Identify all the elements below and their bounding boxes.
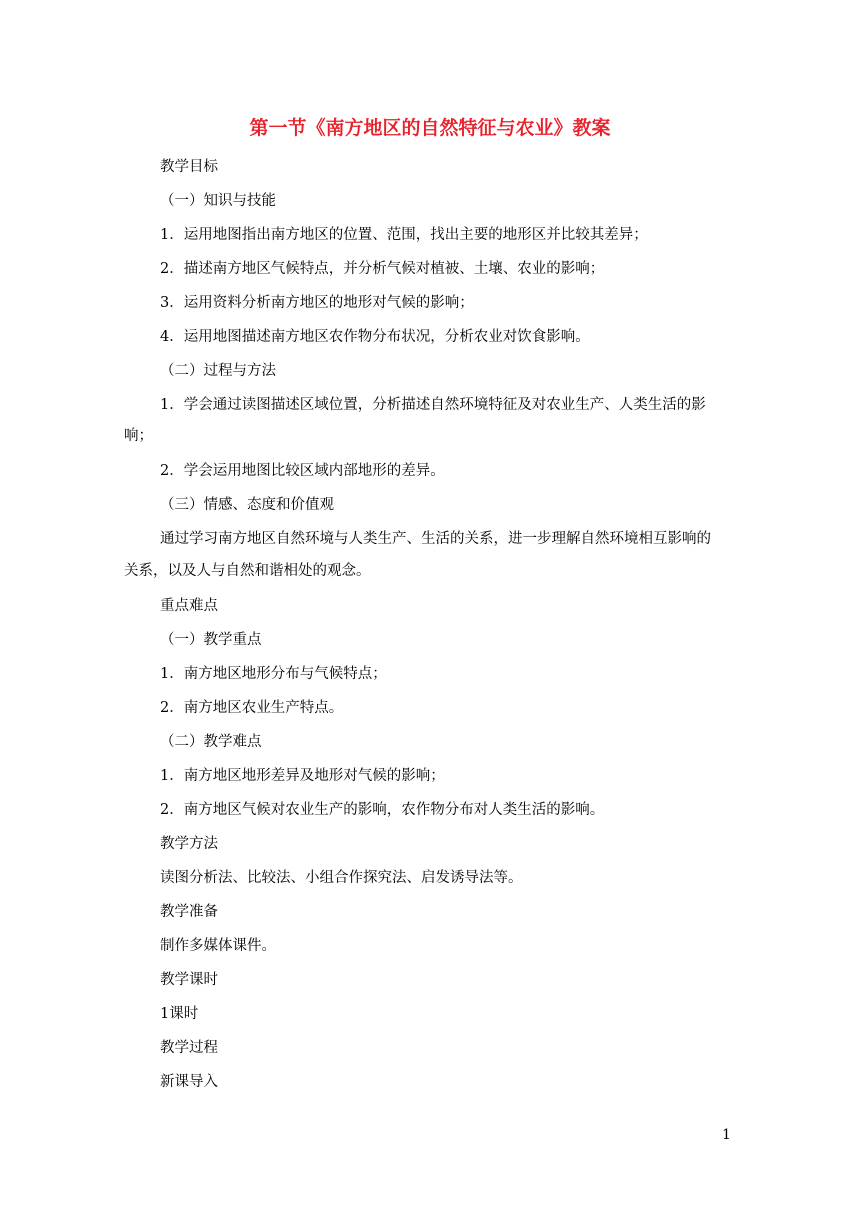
paragraph-line: 读图分析法、比较法、小组合作探究法、启发诱导法等。 [160,870,523,886]
subheading: （二）过程与方法 [160,363,276,379]
list-item: 1．南方地区地形分布与气候特点； [160,666,387,682]
heading-class-hours: 教学课时 [160,972,218,988]
list-item: 1．运用地图指出南方地区的位置、范围，找出主要的地形区并比较其差异； [160,227,648,243]
paragraph-line: 通过学习南方地区自然环境与人类生产、生活的关系，进一步理解自然环境相互影响的 [160,531,711,547]
list-item: 1．南方地区地形差异及地形对气候的影响； [160,768,445,784]
subheading: （一）知识与技能 [160,193,276,209]
list-item: 2．南方地区气候对农业生产的影响，农作物分布对人类生活的影响。 [160,802,605,818]
heading-teaching-methods: 教学方法 [160,836,218,852]
list-item-continuation: 响； [124,428,153,444]
list-item: 2．学会运用地图比较区域内部地形的差异。 [160,463,445,479]
subheading: （三）情感、态度和价值观 [160,497,334,513]
paragraph-continuation: 关系，以及人与自然和谐相处的观念。 [124,563,371,579]
subheading: （一）教学重点 [160,632,262,648]
document-title: 第一节《南方地区的自然特征与农业》教案 [249,117,611,139]
list-item: 2．南方地区农业生产特点。 [160,700,344,716]
heading-preparation: 教学准备 [160,904,218,920]
heading-teaching-goals: 教学目标 [160,159,218,175]
heading-key-points: 重点难点 [160,598,218,614]
list-item: 3．运用资料分析南方地区的地形对气候的影响； [160,295,474,311]
list-item: 4．运用地图描述南方地区农作物分布状况，分析农业对饮食影响。 [160,329,590,345]
list-item: 2．描述南方地区气候特点，并分析气候对植被、土壤、农业的影响； [160,261,605,277]
page-number: 1 [722,1127,731,1143]
paragraph-line: 制作多媒体课件。 [160,938,276,954]
heading-teaching-process: 教学过程 [160,1040,218,1056]
subheading: （二）教学难点 [160,734,262,750]
paragraph-line: 1课时 [160,1006,199,1022]
list-item: 1．学会通过读图描述区域位置，分析描述自然环境特征及对农业生产、人类生活的影 [160,397,706,413]
heading-new-lesson-intro: 新课导入 [160,1074,218,1090]
